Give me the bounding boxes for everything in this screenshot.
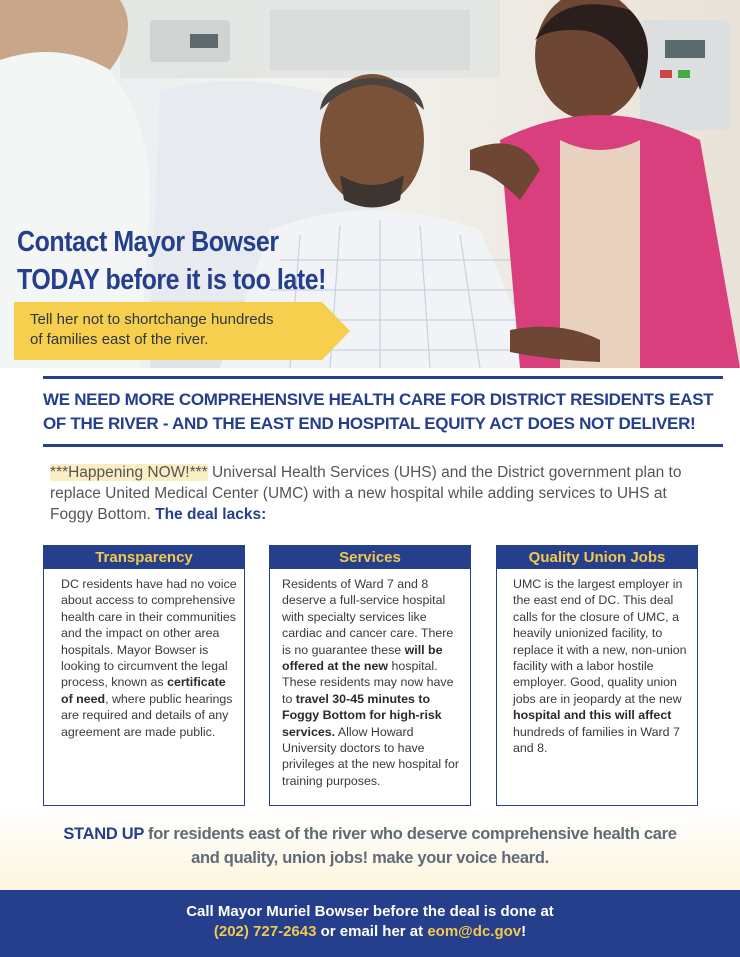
card-body xyxy=(270,569,470,789)
card-transparency xyxy=(43,545,245,806)
card-bold-text: hospital and this will affect xyxy=(513,708,672,723)
banner-text xyxy=(30,310,330,350)
card-text: Allow Howard University doctors to have privileges at the new hospital for training purposes. xyxy=(282,724,460,788)
deal-lacks: The deal lacks: xyxy=(155,506,267,523)
alert-line-2: OF THE RIVER - AND THE EAST END HOSPITAL EQUITY ACT DOES NOT DELIVER! xyxy=(43,414,696,433)
card-bold-text: travel 30-45 minutes to Foggy Bottom for high-risk services. xyxy=(282,691,442,739)
footer-contact-line xyxy=(0,922,740,942)
alert-line-1: WE NEED MORE COMPREHENSIVE HEALTH CARE FOR DISTRICT RESIDENTS EAST xyxy=(43,390,714,409)
phone-number[interactable]: (202) 727-2643 xyxy=(213,923,317,940)
stand-up-text: for residents east of the river who deserve comprehensive health care xyxy=(143,825,677,843)
email-link[interactable]: eom@dc.gov xyxy=(427,923,522,940)
divider-bottom xyxy=(43,444,723,447)
footer-call-line: Call Mayor Muriel Bowser before the deal is done at xyxy=(186,903,554,920)
card-body xyxy=(497,569,697,756)
card-text: hundreds of families in Ward 7 and 8. xyxy=(513,724,680,756)
stand-up-line-2: and quality, union jobs! make your voice heard. xyxy=(191,849,549,867)
footer-mid-text: or email her at xyxy=(316,923,428,940)
alert-heading xyxy=(43,388,723,436)
divider-top xyxy=(43,376,723,379)
card-text: UMC is the largest employer in the east end of DC. This deal calls for the closure of UMC, a heavily unionized facility, to replace it with a new, non-union facility with a labor hostile employer. Good, quality union jobs are in jeopardy at the new xyxy=(513,577,687,706)
happening-now-highlight: ***Happening NOW!*** xyxy=(50,464,208,481)
footer-end: ! xyxy=(521,923,527,940)
intro-text: Universal Health Services (UHS) and the District government plan to replace United Medical Center (UMC) with a new hospital while adding services to UHS at Foggy Bottom. xyxy=(50,464,682,523)
card-title: Transparency xyxy=(44,546,244,569)
headline-line-1: Contact Mayor Bowser xyxy=(17,226,279,258)
stand-up-message xyxy=(40,822,700,870)
banner-line-1: Tell her not to shortchange hundreds xyxy=(30,311,274,328)
card-bold-text: will be offered at the new xyxy=(282,642,443,674)
card-text: , where public hearings are required and details of any agreement are made public. xyxy=(61,691,233,739)
card-body xyxy=(44,569,244,740)
banner-line-2: of families east of the river. xyxy=(30,331,209,348)
card-text: DC residents have had no voice about access to comprehensive health care in their communities and the impact on other area hospitals. Mayor Bowser is looking to circumvent the legal process, known as xyxy=(61,577,237,690)
card-text: Residents of Ward 7 and 8 deserve a full-service hospital with specialty services like cardiac and cancer care. There is no guarantee these xyxy=(282,577,454,657)
card-title: Quality Union Jobs xyxy=(497,546,697,569)
stand-up-emphasis: STAND UP xyxy=(63,825,144,843)
headline-line-2: TODAY before it is too late! xyxy=(17,264,327,296)
card-bold-text: certificate of need xyxy=(61,675,226,706)
card-services xyxy=(269,545,471,806)
intro-paragraph xyxy=(50,462,690,525)
card-quality-union-jobs xyxy=(496,545,698,806)
card-title: Services xyxy=(270,546,470,569)
card-text: hospital. These residents may now have to xyxy=(282,659,454,706)
